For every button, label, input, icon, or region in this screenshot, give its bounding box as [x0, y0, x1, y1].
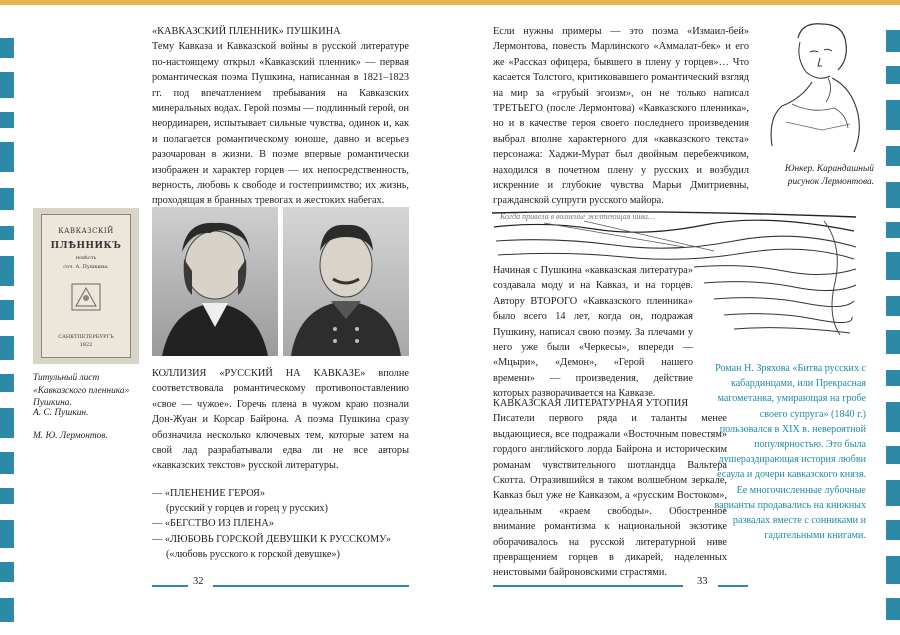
right-middle-column: [493, 263, 693, 402]
section-text-fashion: Начиная с Пушкина «кавказская литература» создавала моду и на Кавказ, и на горцев. Автору ВТОРОГО «Кавказского пленника» было всего 14 лет, когда он, подражая Пушкину, написал свою поэму. За плечами у него уже были «Черкесы», впереди — «Мцыри», «Демон», «Герой нашего времени» — произведения, действие которых разворачивается на Кавказе.: [493, 265, 693, 400]
section-text-collision: вполне соответствовала романтическому противопоставлению «свое — чужое». Горечь плена в чужом краю познали Дон-Жуан и Корсар Байрона. А поэма Пушкина сразу обозначила несколько ключевых тем, которые затем на свой лад разрабатывали едва ли не все авторы «кавказских текстов» русской литературы.: [152, 368, 409, 472]
right-edge-decoration: [886, 0, 900, 635]
cover-title-line1: КАВКАЗСКІЙ: [58, 227, 114, 235]
page-rule-left-a: [152, 585, 188, 587]
list-item: («любовь русского к горской девушке»): [166, 548, 340, 560]
list-item: — «ПЛЕНЕНИЕ ГЕРОЯ»: [152, 488, 265, 499]
section-heading-utopia: КАВКАЗСКАЯ ЛИТЕРАТУРНАЯ УТОПИЯ: [493, 398, 689, 409]
cover-subtitle: повѣсть: [75, 255, 97, 261]
left-edge-decoration: [0, 0, 14, 635]
list-item: — «ЛЮБОВЬ ГОРСКОЙ ДЕВУШКИ К РУССКОМУ»: [152, 533, 391, 545]
manuscript-script-text: Когда привела в волненье желтеющая нива…: [500, 212, 655, 221]
page-number-left: 32: [193, 576, 204, 587]
page-rule-left-b: [213, 585, 409, 587]
right-utopia-column: [493, 396, 727, 581]
themes-list: [152, 486, 391, 562]
cover-city: САНКТПЕТЕРБУРГЪ: [58, 334, 114, 340]
section-heading-pushkin: «КАВКАЗСКИЙ ПЛЕННИК» ПУШКИНА: [152, 26, 341, 37]
cover-title-line2: ПЛѢННИКЪ: [50, 241, 122, 251]
lermontov-portrait: [283, 207, 409, 356]
section-text-examples: Если нужны примеры — это поэма «Измаил-бей» Лермонтова, повесть Марлинского «Аммалат-бек» и его же «Рассказ офицера, бывшего в плену у горцев»… Что касается Толстого, критиковавшего романтический взгляд на мир за «грубый эгоизм», он не только написал ТРЕТЬЕГО (после Лермонтова) «Кавказского пленника», но и в качестве героя своего последнего произведения выбрал вполне характерного для «кавказского текста» персонажа: Хаджи-Мурат был двойным перебежчиком, находился в почетном плену у русских и возбудил искренние и глубокие чувства Марьи Дмитриевны, гражданской супруги русского майора.: [493, 26, 749, 207]
sidebar-note-zryakhov: Роман Н. Зряхова «Битва русских с кабардинцами, или Прекрасная магометанка, умирающая на гробе своего супруга» (1840 г.) пользовался в XIX в. невероятной популярностью. Это была душераздирающая история любви есаула и дочери кавказского князя. Ее многочисленные лубочные варианты продавались на книжных развалах вместе с сонниками и гадательными книгами.: [714, 363, 866, 542]
left-intro-column: [152, 24, 409, 209]
pushkin-portrait: [152, 207, 278, 356]
page-rule-right-b: [718, 585, 748, 587]
book-cover-image: [33, 208, 139, 364]
caption-junker-drawing: Юнкер. Карандашный рисунок Лермонтова.: [784, 164, 874, 187]
cover-author: соч. А. Пушкина.: [63, 264, 109, 270]
junker-drawing: [762, 18, 874, 160]
caption-pushkin: А. С. Пушкин.: [33, 408, 89, 418]
top-accent-bar: [0, 0, 900, 5]
page-rule-right-a: [493, 585, 683, 587]
section-text-utopia: Писатели первого ряда и таланты менее выдающиеся, все подражали «Восточным повестям» гордого английского лорда Байрона и историческим романам чувствительного шотландца Вальтера Скотта. Отразившийся в таком волшебном зеркале, Кавказ был уже не Кавказом, а «русским Востоком», идеальным «краем свободы». Обостренное внимание романтизма к национальной экзотике оборачивалось на русской литературной ниве превращением горцев в дикарей, наделенных неистовыми байроновскими страстями.: [493, 413, 727, 579]
cover-year: 1822: [79, 342, 93, 348]
list-item: (русский у горцев и горец у русских): [166, 503, 328, 515]
left-collision-column: [152, 366, 409, 474]
page-number-right: 33: [697, 576, 708, 587]
cover-vignette-icon: [66, 280, 106, 316]
right-top-column: [493, 24, 749, 209]
caption-book-cover: Титульный лист «Кавказского пленника» Пушкина.: [33, 373, 130, 408]
caption-lermontov: М. Ю. Лермонтов.: [33, 431, 108, 441]
list-item: — «БЕГСТВО ИЗ ПЛЕНА»: [152, 518, 274, 530]
section-heading-collision: КОЛЛИЗИЯ «РУССКИЙ НА КАВКАЗЕ»: [152, 368, 366, 379]
section-text-pushkin: Тему Кавказа и Кавказской войны в русской литературе по-настоящему открыл «Кавказский пленник» — первая романтическая поэма Пушкина, написанная в 1821–1823 гг. под впечатлением пребывания на Кавказских минеральных водах. Герой поэмы — подлинный герой, он неординарен, испытывает сильные чувства, одинок и, как и полагается романтическому юноше, давно и всерьез разочарован в жизни. В поэме впервые романтически изображен и характер горцев — их непосредственность, верность, любовь к свободе и гостеприимство; их жизнь, проходящая в бранных тревогах и жестоких набегах.: [152, 41, 409, 207]
